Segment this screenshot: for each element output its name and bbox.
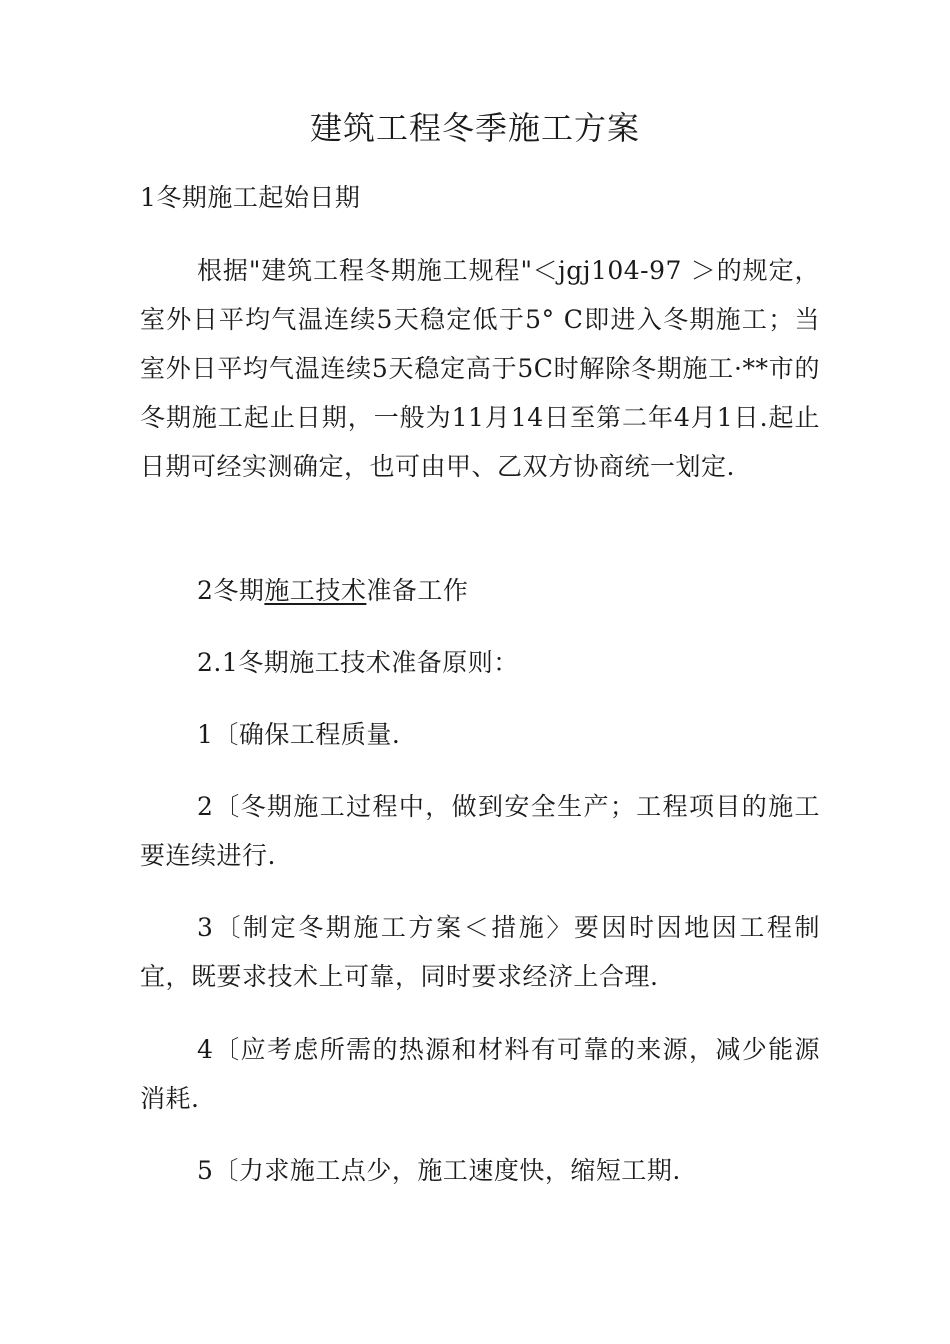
list-item: 1〔确保工程质量. bbox=[197, 720, 401, 749]
list-item: 5〔力求施工点少，施工速度快，缩短工期. bbox=[197, 1156, 681, 1185]
section-2-1-heading: 2.1冬期施工技术准备原则： bbox=[197, 648, 519, 677]
list-item: 4〔应考虑所需的热源和材料有可靠的来源，减少能源消耗. bbox=[140, 1035, 820, 1113]
list-item: 3〔制定冬期施工方案＜措施〉要因时因地因工程制宜，既要求技术上可靠，同时要求经济上合理. bbox=[140, 913, 820, 991]
section-1-body: 根据"建筑工程冬期施工规程"＜jgj104-97 ＞的规定，室外日平均气温连续5天稳定低于5° C即进入冬期施工；当室外日平均气温连续5天稳定高于5C时解除冬期施工·**市的冬期施工起止日期，一般为11月14日至第二年4月1日.起止日期可经实测确定，也可由甲、乙双方协商统一划定. bbox=[140, 256, 820, 481]
document-title: 建筑工程冬季施工方案 bbox=[309, 109, 640, 147]
section-2-heading bbox=[140, 566, 820, 615]
section-2-heading-link[interactable]: 施工技术 bbox=[264, 576, 367, 605]
section-1-heading: 1冬期施工起始日期 bbox=[140, 183, 361, 212]
section-2-heading-post: 准备工作 bbox=[366, 576, 469, 605]
list-item: 2〔冬期施工过程中，做到安全生产；工程项目的施工要连续进行. bbox=[140, 792, 820, 870]
section-2-heading-pre: 2冬期 bbox=[197, 576, 265, 605]
